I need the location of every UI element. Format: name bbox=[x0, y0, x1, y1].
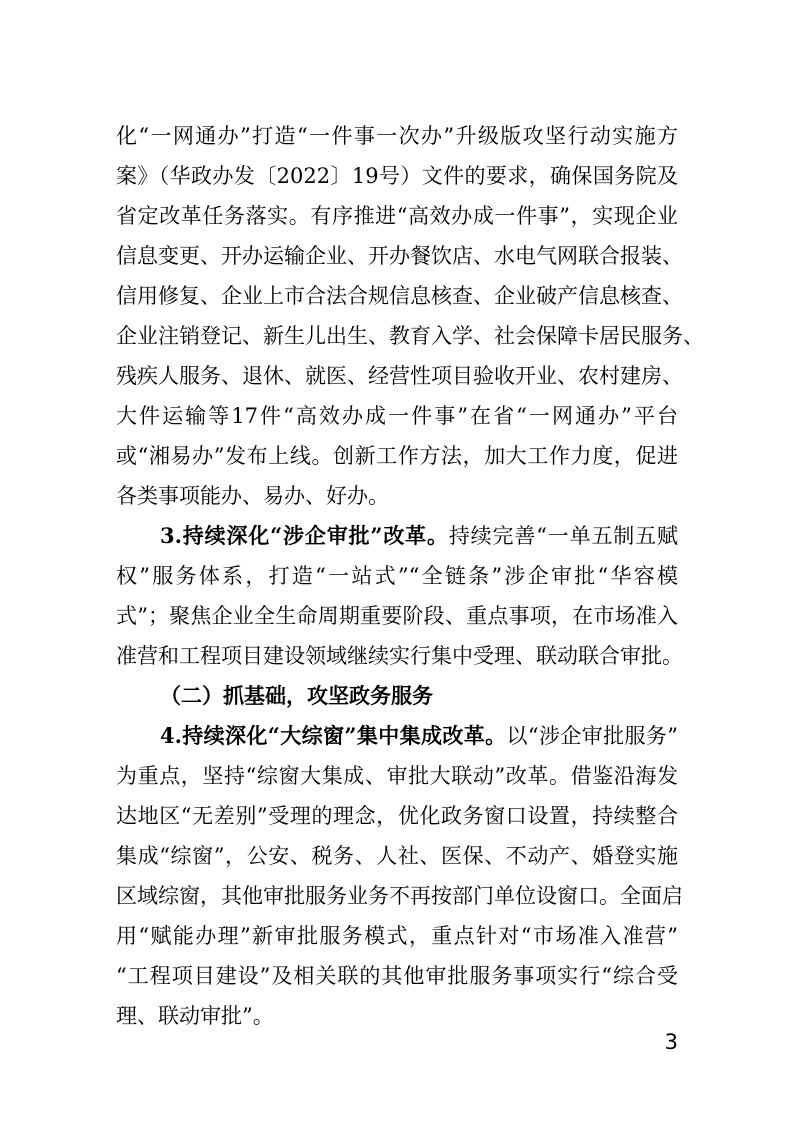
item-4-line-2: 为重点，坚持“综窗大集成、审批大联动”改革。借鉴沿海发 bbox=[116, 764, 678, 788]
paragraph-1-line-2: 案》（华政办发〔2022〕19号）文件的要求，确保国务院及 bbox=[116, 164, 678, 188]
item-3-first-line bbox=[160, 516, 678, 556]
section-2-heading: （二）抓基础，攻坚政务服务 bbox=[160, 683, 433, 708]
item-3-line-3: 式”；聚焦企业全生命周期重要阶段、重点事项，在市场准入 bbox=[116, 604, 678, 628]
item-4-line-6: 用“赋能办理”新审批服务模式，重点针对“市场准入准营” bbox=[116, 924, 678, 948]
paragraph-1-line-4: 信息变更、开办运输企业、开办餐饮店、水电气网联合报装、 bbox=[116, 244, 683, 268]
item-3-line-2: 权”服务体系，打造“一站式”“全链条”涉企审批“华容模 bbox=[116, 564, 678, 588]
paragraph-1-line-5: 信用修复、企业上市合法合规信息核查、企业破产信息核查、 bbox=[116, 284, 683, 308]
item-3-first-line-text: 持续完善“一单五制五赋 bbox=[448, 524, 678, 548]
item-4-line-5: 区域综窗，其他审批服务业务不再按部门单位设窗口。全面启 bbox=[116, 884, 683, 908]
item-4-heading: 4.持续深化“大综窗”集中集成改革。 bbox=[160, 723, 507, 748]
item-3-line-4: 准营和工程项目建设领域继续实行集中受理、联动联合审批。 bbox=[116, 644, 683, 668]
paragraph-1-line-7: 残疾人服务、退休、就医、经营性项目验收开业、农村建房、 bbox=[116, 364, 683, 388]
item-3-heading: 3.持续深化“涉企审批”改革。 bbox=[160, 523, 449, 548]
paragraph-1-line-9: 或“湘易办”发布上线。创新工作方法，加大工作力度，促进 bbox=[116, 444, 678, 468]
item-4-first-line bbox=[160, 716, 678, 756]
page-number: 3 bbox=[664, 1030, 678, 1054]
paragraph-1-line-8: 大件运输等17件“高效办成一件事”在省“一网通办”平台 bbox=[116, 404, 678, 428]
item-4-line-7: “工程项目建设”及相关联的其他审批服务事项实行“综合受 bbox=[116, 964, 678, 988]
paragraph-1-line-1: 化“一网通办”打造“一件事一次办”升级版攻坚行动实施方 bbox=[116, 124, 678, 148]
paragraph-1-line-6: 企业注销登记、新生儿出生、教育入学、社会保障卡居民服务、 bbox=[116, 324, 704, 348]
paragraph-1-line-3: 省定改革任务落实。有序推进“高效办成一件事”，实现企业 bbox=[116, 204, 678, 228]
paragraph-1-line-10: 各类事项能办、易办、好办。 bbox=[116, 484, 389, 508]
item-4-line-8: 理、联动审批”。 bbox=[116, 1004, 274, 1028]
item-4-first-line-text: 以“涉企审批服务” bbox=[506, 724, 678, 748]
item-4-line-3: 达地区“无差别”受理的理念，优化政务窗口设置，持续整合 bbox=[116, 804, 678, 828]
item-4-line-4: 集成“综窗”，公安、税务、人社、医保、不动产、婚登实施 bbox=[116, 844, 678, 868]
